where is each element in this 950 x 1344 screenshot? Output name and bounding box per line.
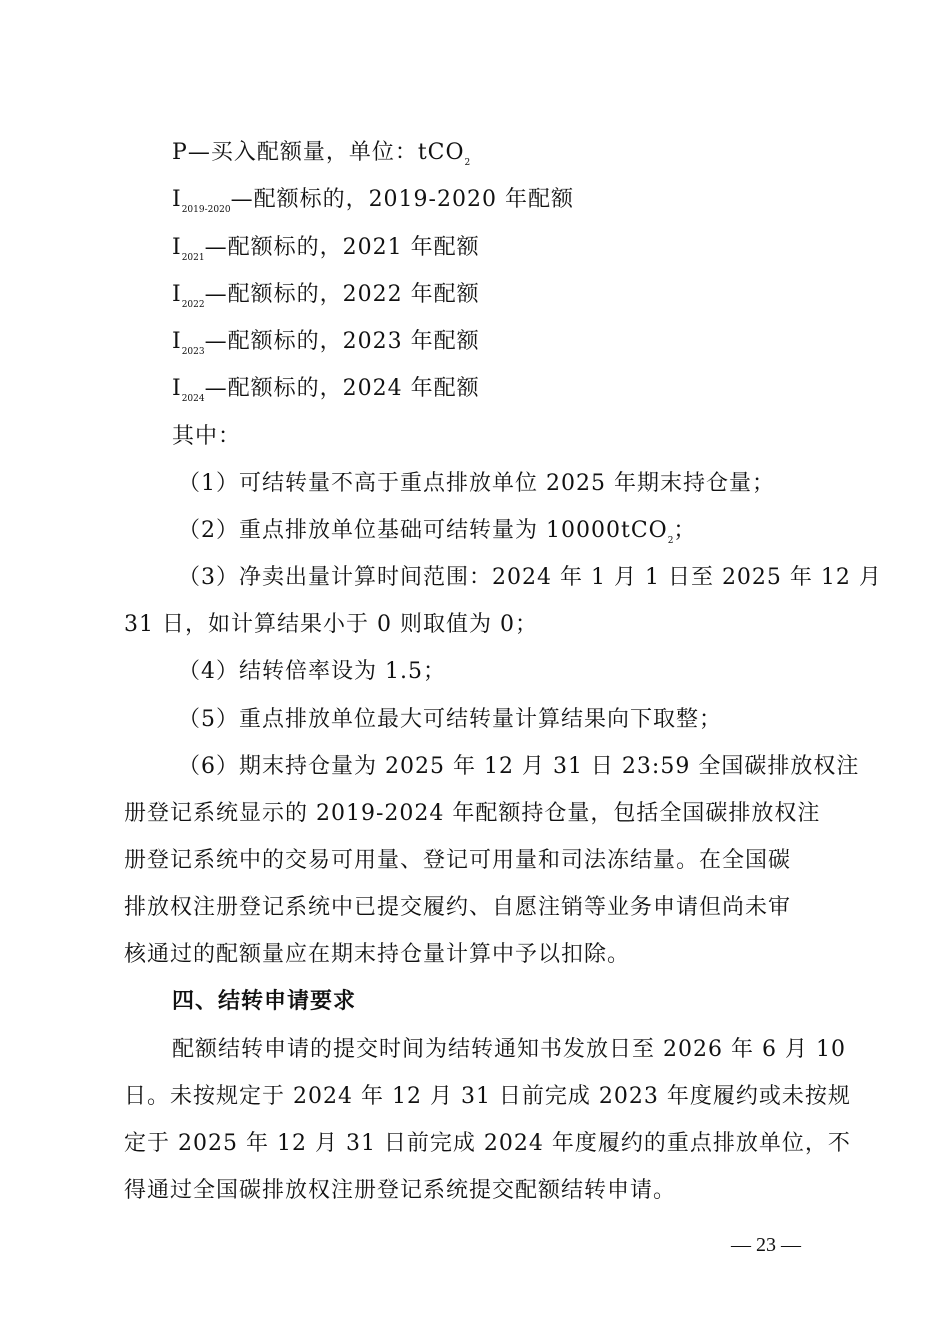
definition-i-2024: $I_{2024}—$配额标的，2024 年配额 [172, 376, 480, 404]
definition-p: P—买入配额量，单位：tCO$_2$ [172, 140, 471, 168]
where-label: 其中： [172, 424, 242, 449]
definition-i-2021: $I_{2021}—$配额标的，2021 年配额 [172, 235, 480, 263]
section-4-paragraph-line-4: 得通过全国碳排放权注册登记系统提交配额结转申请。 [124, 1178, 677, 1203]
page-number: — 23 — [731, 1234, 801, 1256]
item-2: （2）重点排放单位基础可结转量为 10000tCO$_2$； [178, 518, 697, 546]
section-4-paragraph-line-3: 定于 2025 年 12 月 31 日前完成 2024 年度履约的重点排放单位，不 [124, 1131, 851, 1156]
definition-i-2022: $I_{2022}—$配额标的，2022 年配额 [172, 282, 480, 310]
item-5: （5）重点排放单位最大可结转量计算结果向下取整； [178, 707, 722, 732]
section-4-paragraph-line-2: 日。未按规定于 2024 年 12 月 31 日前完成 2023 年度履约或未按规 [124, 1084, 851, 1109]
item-6-line-1: （6）期末持仓量为 2025 年 12 月 31 日 23:59 全国碳排放权注 [178, 754, 860, 779]
item-3-line-2: 31 日，如计算结果小于 0 则取值为 0； [124, 612, 538, 637]
item-4: （4）结转倍率设为 1.5； [178, 659, 446, 684]
section-4-heading: 四、结转申请要求 [172, 989, 357, 1014]
item-6-line-4: 排放权注册登记系统中已提交履约、自愿注销等业务申请但尚未审 [124, 895, 792, 920]
item-6-line-5: 核通过的配额量应在期末持仓量计算中予以扣除。 [124, 942, 631, 967]
definition-i-2019-2020: $I_{2019-2020}—$配额标的，2019-2020 年配额 [172, 187, 574, 215]
item-6-line-3: 册登记系统中的交易可用量、登记可用量和司法冻结量。在全国碳 [124, 848, 792, 873]
definition-i-2023: $I_{2023}—$配额标的，2023 年配额 [172, 329, 480, 357]
item-3-line-1: （3）净卖出量计算时间范围：2024 年 1 月 1 日至 2025 年 12 月 [178, 565, 882, 590]
item-1: （1）可结转量不高于重点排放单位 2025 年期末持仓量； [178, 471, 775, 496]
section-4-paragraph-line-1: 配额结转申请的提交时间为结转通知书发放日至 2026 年 6 月 10 [172, 1037, 846, 1062]
item-6-line-2: 册登记系统显示的 2019-2024 年配额持仓量，包括全国碳排放权注 [124, 801, 821, 826]
